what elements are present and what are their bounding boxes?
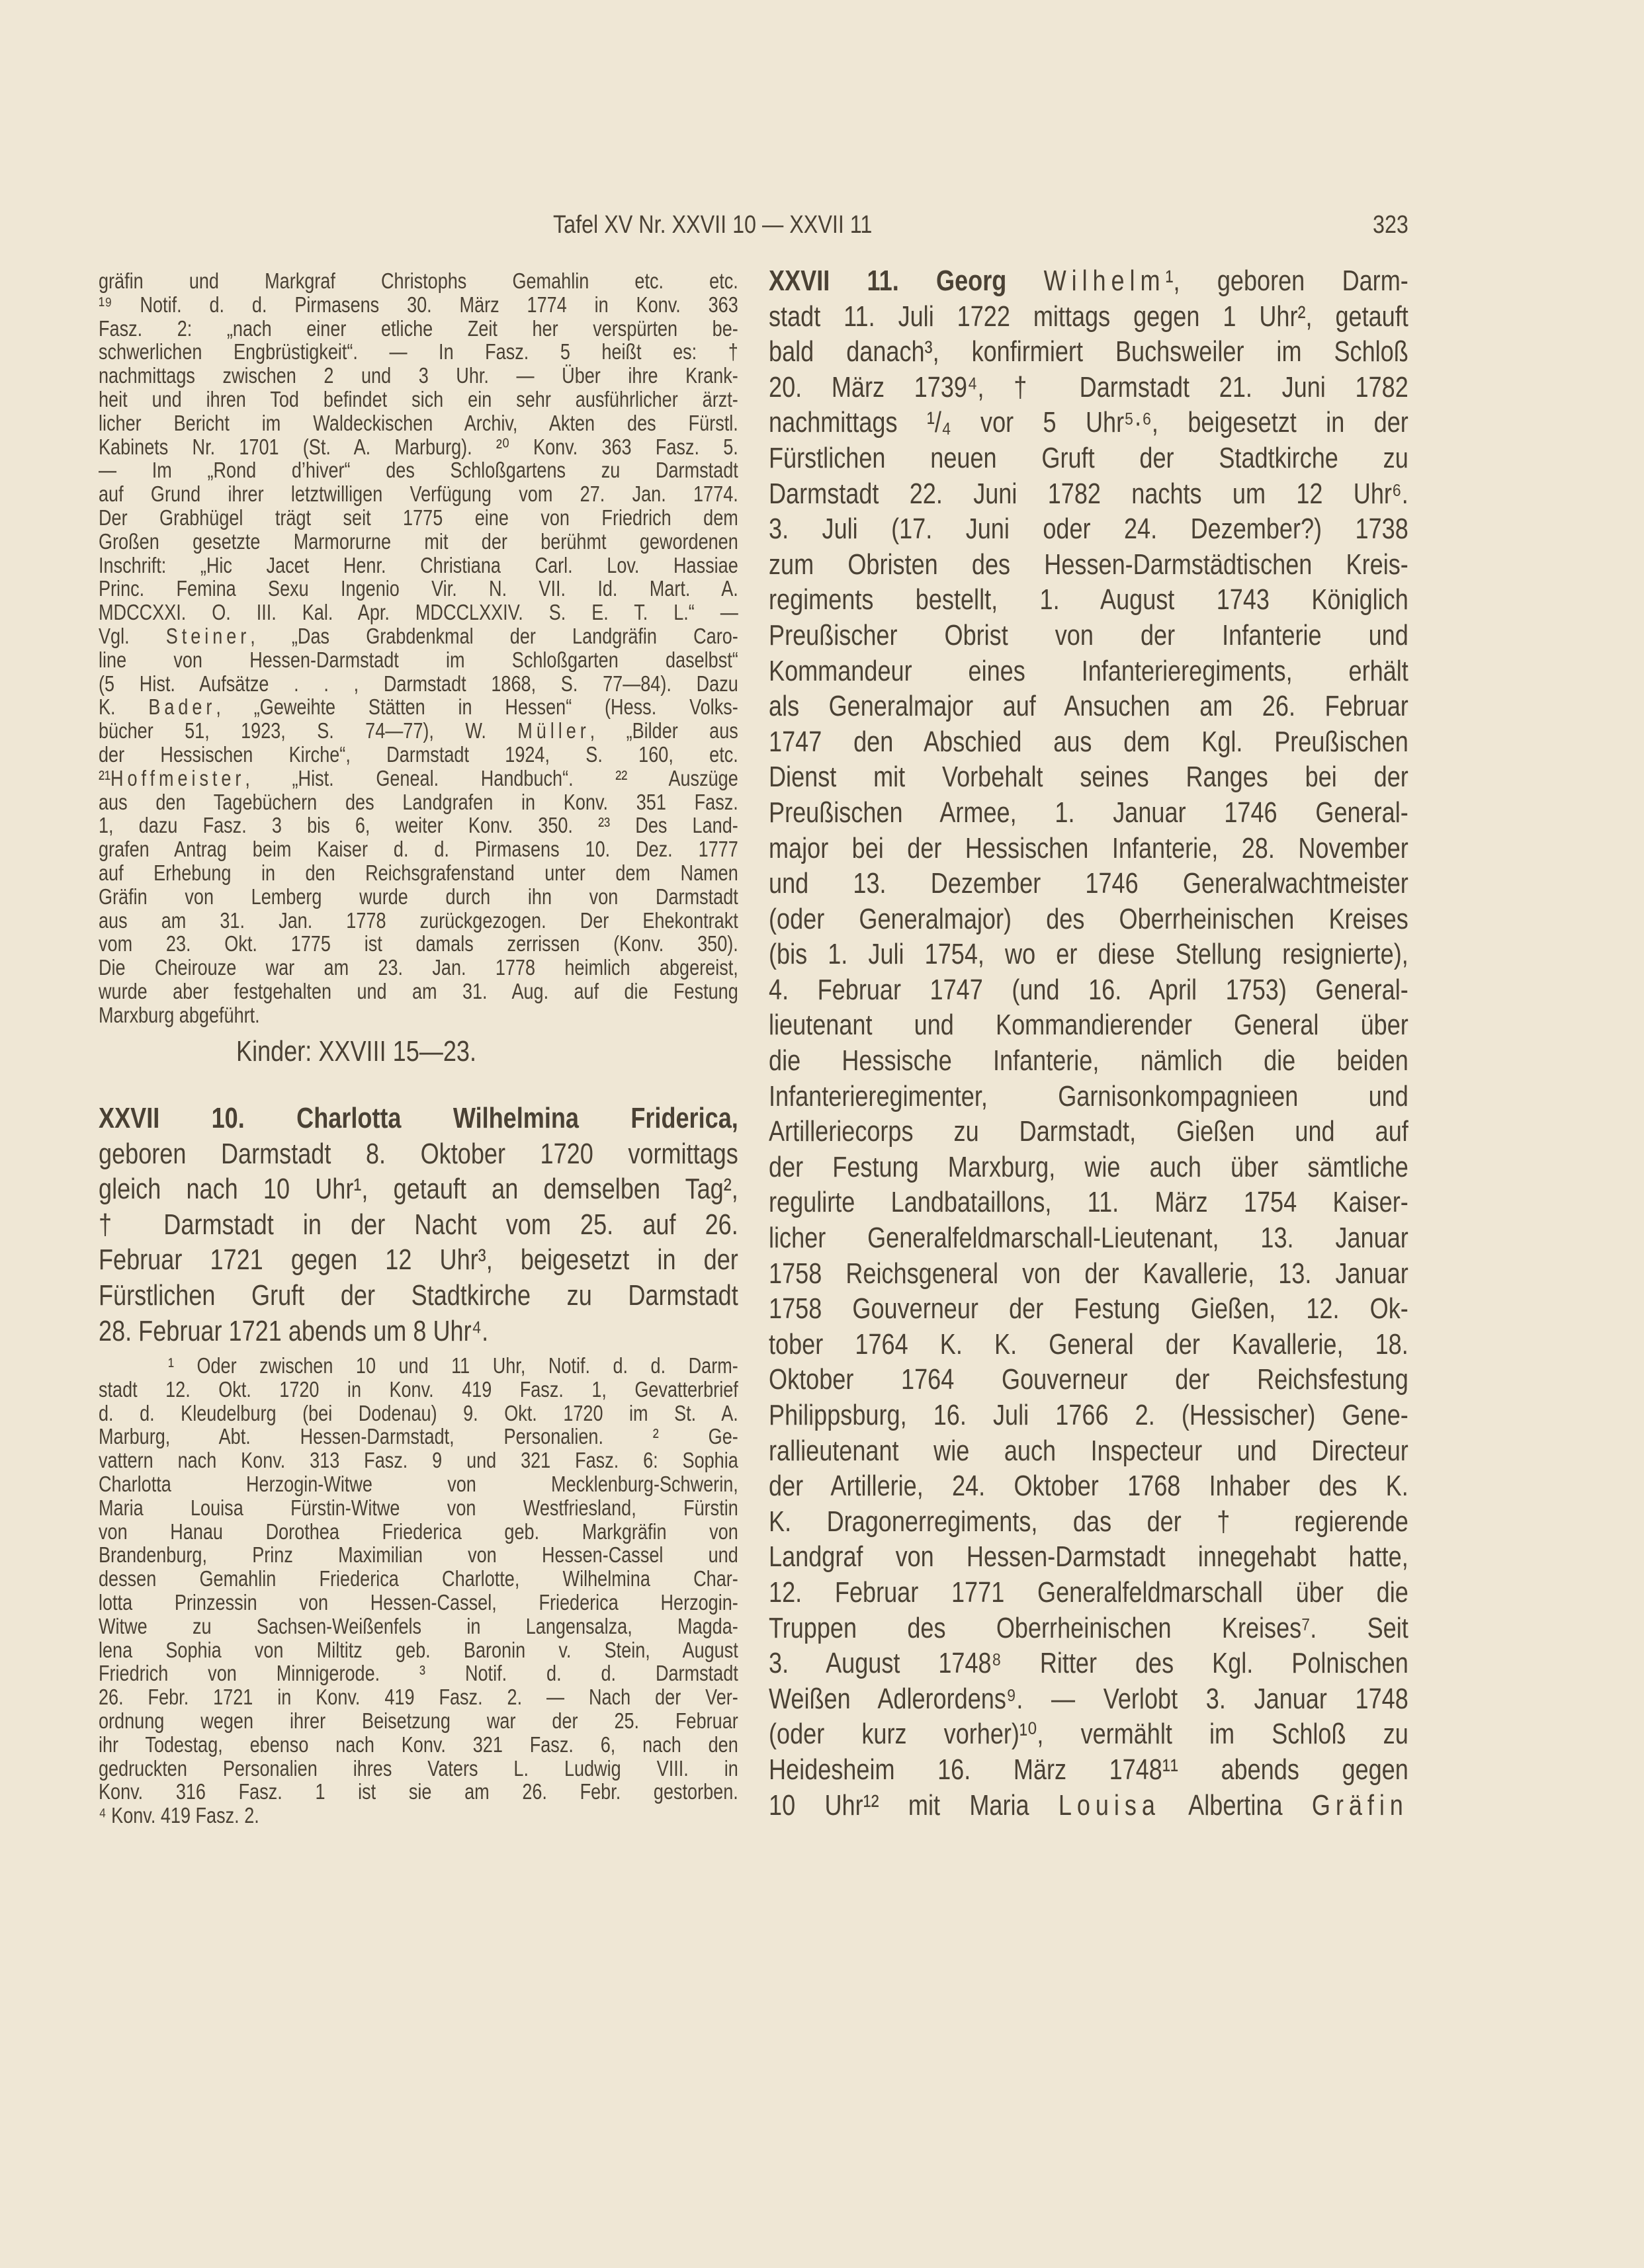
text-line: 1758 Gouverneur der Festung Gießen, 12. Ok- [769, 1292, 1408, 1325]
children-reference: Kinder: XXVIII 15—23. [236, 1035, 477, 1068]
text-segment: bücher 51, 1923, S. 74—77), W. [99, 718, 518, 743]
text-line: 12. Februar 1771 Generalfeldmarschall über die [769, 1575, 1408, 1609]
footnotes-xxvii-10 [99, 1354, 879, 1827]
text-segment: ¹, geboren Darm- [1165, 265, 1408, 297]
text-line: 3. August 1748⁸ Ritter des Kgl. Polnischen [769, 1647, 1408, 1680]
text-line: 1, dazu Fasz. 3 bis 6, weiter Konv. 350. ²³ Des Land- [99, 813, 738, 838]
text-line: bald danach³, konfirmiert Buchsweiler im Schloß [769, 335, 1408, 368]
text-line: Marburg, Abt. Hessen-Darmstadt, Personalien. ² Ge- [99, 1424, 738, 1449]
text-line: Gräfin von Lemberg wurde durch ihn von Darmstadt [99, 884, 738, 909]
text-line: nachmittags zwischen 2 und 3 Uhr. — Über ihre Krank- [99, 363, 738, 388]
text-line: licher Generalfeldmarschall-Lieutenant, 13. Januar [769, 1222, 1408, 1255]
text-line: gleich nach 10 Uhr¹, getauft an demselben Tag², [99, 1173, 738, 1206]
text-line: der Artillerie, 24. Oktober 1768 Inhaber des K. [769, 1470, 1408, 1503]
text-line: Charlotta Herzogin-Witwe von Mecklenburg-Schwerin, [99, 1471, 738, 1496]
text-line: Fürstlichen Gruft der Stadtkirche zu Darmstadt [99, 1279, 738, 1312]
text-line [769, 1788, 1408, 1824]
text-line: 4. Februar 1747 (und 16. April 1753) General- [769, 973, 1408, 1006]
text-line: Fasz. 2: „nach einer etliche Zeit her verspürten be- [99, 315, 738, 341]
text-line: rallieutenant wie auch Inspecteur und Directeur [769, 1434, 1408, 1467]
text-line: K. Dragonerregiments, das der † regierende [769, 1505, 1408, 1538]
text-line: 1747 den Abschied aus dem Kgl. Preußischen [769, 725, 1408, 758]
text-segment: , „Bilder aus [589, 718, 738, 743]
text-line: der Festung Marxburg, wie auch über sämtliche [769, 1150, 1408, 1183]
text-line: auf Erhebung in den Reichsgrafenstand unter dem Namen [99, 860, 738, 885]
text-line: Weißen Adlerordens⁹. — Verlobt 3. Januar 1748 [769, 1682, 1408, 1715]
text-line: auf Grund ihrer letztwilligen Verfügung vom 27. Jan. 1774. [99, 482, 738, 507]
text-line [99, 695, 738, 719]
text-line: Maria Louisa Fürstin-Witwe von Westfriesland, Fürstin [99, 1495, 738, 1520]
text-line: licher Bericht im Waldeckischen Archiv, Akten des Fürstl. [99, 410, 738, 435]
text-line: Truppen des Oberrheinischen Kreises⁷. Seit [769, 1611, 1408, 1644]
text-line: Februar 1721 gegen 12 Uhr³, beigesetzt in der [99, 1243, 738, 1277]
text-line: wurde aber festgehalten und am 31. Aug. auf die Festung [99, 978, 738, 1003]
text-line: heit und ihren Tod befindet sich ein sehr ausführlicher ärzt- [99, 386, 738, 411]
text-line: Landgraf von Hessen-Darmstadt innegehabt hatte, [769, 1540, 1408, 1574]
text-line: Brandenburg, Prinz Maximilian von Hessen-Cassel und [99, 1542, 738, 1568]
text-line: schwerlichen Engbrüstigkeit“. — In Fasz. 5 heißt es: † [99, 339, 738, 364]
text-line: Friedrich von Minnigerode. ³ Notif. d. d. Darmstadt [99, 1661, 738, 1686]
text-line: dessen Gemahlin Friederica Charlotte, Wilhelmina Char- [99, 1566, 738, 1591]
text-line: Fürstlichen neuen Gruft der Stadtkirche zu [769, 441, 1408, 474]
text-line: Großen gesetzte Marmorurne mit der berühmt gewordenen [99, 528, 738, 554]
text-segment: Albertina [1160, 1788, 1312, 1822]
text-line: 26. Febr. 1721 in Konv. 419 Fasz. 2. — Nach der Ver- [99, 1685, 738, 1710]
text-segment: , „Hist. Geneal. Handbuch“. ²² Auszüge [245, 765, 738, 790]
text-line: (oder Generalmajor) des Oberrheinischen Kreises [769, 902, 1408, 935]
text-line: Oktober 1764 Gouverneur der Reichsfestung [769, 1363, 1408, 1396]
text-segment: Vgl. [99, 623, 166, 648]
text-line [99, 624, 738, 648]
text-line: regulirte Landbataillons, 11. März 1754 Kaiser- [769, 1186, 1408, 1219]
text-line: — Im „Rond d’hiver“ des Schloßgartens zu Darmstadt [99, 458, 738, 483]
text-line: ¹⁹ Notif. d. d. Pirmasens 30. März 1774 in Konv. 363 [99, 292, 738, 317]
text-line: Kommandeur eines Infanterieregiments, erhält [769, 654, 1408, 687]
text-segment: , „Geweihte Stätten in Hessen“ (Hess. Volks- [216, 694, 738, 720]
bold-heading-text: XXVII 11. Georg [769, 265, 1007, 297]
text-line: die Hessische Infanterie, nämlich die beiden [769, 1044, 1408, 1077]
text-segment: , „Das Grabdenkmal der Landgräfin Caro- [250, 623, 738, 648]
spaced-name-text: Wilhelm [1043, 265, 1166, 297]
text-line: 3. Juli (17. Juni oder 24. Dezember?) 1738 [769, 513, 1408, 546]
text-line: Preußischer Obrist von der Infanterie und [769, 618, 1408, 651]
text-line: stadt 12. Okt. 1720 in Konv. 419 Fasz. 1, Gevatterbrief [99, 1376, 738, 1402]
text-line: und 13. Dezember 1746 Generalwachtmeister [769, 867, 1408, 900]
text-line: vattern nach Konv. 313 Fasz. 9 und 321 Fasz. 6: Sophia [99, 1448, 738, 1473]
text-line: lotta Prinzessin von Hessen-Cassel, Friederica Herzogin- [99, 1589, 738, 1615]
text-line: line von Hessen-Darmstadt im Schloßgarten daselbst“ [99, 647, 738, 672]
running-title: Tafel XV Nr. XXVII 10 — XXVII 11 [553, 211, 873, 239]
text-line [769, 263, 1408, 299]
text-line: zum Obristen des Hessen-Darmstädtischen Kreis- [769, 548, 1408, 581]
page-number: 323 [1373, 211, 1408, 239]
text-line [99, 1101, 738, 1136]
text-line: nachmittags ¹/₄ vor 5 Uhr⁵·⁶, beigesetzt in der [769, 406, 1408, 439]
text-line: Philippsburg, 16. Juli 1766 2. (Hessischer) Gene- [769, 1399, 1408, 1431]
text-line: von Hanau Dorothea Friederica geb. Markgräfin von [99, 1519, 738, 1544]
spaced-name-text: Gräfin [1311, 1788, 1408, 1822]
text-line: Princ. Femina Sexu Ingenio Vir. N. VII. Id. Mart. A. [99, 576, 738, 601]
text-line: Infanterieregimenter, Garnisonkompagnieen und [769, 1079, 1408, 1113]
entry-xxvii-10 [99, 1101, 879, 1349]
text-line: Kabinets Nr. 1701 (St. A. Marburg). ²⁰ Konv. 363 Fasz. 5. [99, 434, 738, 459]
text-line: (5 Hist. Aufsätze . . , Darmstadt 1868, S. 77—84). Dazu [99, 671, 738, 696]
text-line: stadt 11. Juli 1722 mittags gegen 1 Uhr², getauft [769, 300, 1408, 333]
text-line: lieutenant und Kommandierender General über [769, 1009, 1408, 1042]
text-line: 1758 Reichsgeneral von der Kavallerie, 13. Januar [769, 1257, 1408, 1290]
text-line: (bis 1. Juli 1754, wo er diese Stellung resignierte), [769, 938, 1408, 971]
text-line: tober 1764 K. K. General der Kavallerie, 18. [769, 1327, 1408, 1361]
text-line: † Darmstadt in der Nacht vom 25. auf 26. [99, 1208, 738, 1241]
text-line: MDCCXXI. O. III. Kal. Apr. MDCCLXXIV. S. E. T. L.“ — [99, 600, 738, 625]
text-line: ordnung wegen ihrer Beisetzung war der 25. Februar [99, 1708, 738, 1733]
text-line: als Generalmajor auf Ansuchen am 26. Februar [769, 690, 1408, 723]
text-line: Witwe zu Sachsen-Weißenfels in Langensalza, Magda- [99, 1613, 738, 1638]
text-line: der Hessischen Kirche“, Darmstadt 1924, S. 160, etc. [99, 741, 738, 767]
spaced-name-text: Louisa [1058, 1788, 1160, 1822]
spaced-name-text: Steiner [165, 623, 251, 648]
text-line: ihr Todestag, ebenso nach Konv. 321 Fasz. 6, nach den [99, 1732, 738, 1757]
text-line: 20. März 1739⁴, † Darmstadt 21. Juni 1782 [769, 370, 1408, 403]
text-line: Artilleriecorps zu Darmstadt, Gießen und auf [769, 1115, 1408, 1148]
text-segment: ²¹ [99, 765, 111, 790]
entry-xxvii-11 [769, 263, 1549, 1823]
text-line: Darmstadt 22. Juni 1782 nachts um 12 Uhr⁶. [769, 477, 1408, 510]
text-line: vom 23. Okt. 1775 ist damals zerrissen (Konv. 350). [99, 931, 738, 956]
text-line [99, 767, 738, 790]
spaced-name-text: Bader [148, 694, 216, 720]
text-line: aus am 31. Jan. 1778 zurückgezogen. Der Ehekontrakt [99, 907, 738, 933]
text-line: Inschrift: „Hic Jacet Henr. Christiana Carl. Lov. Hassiae [99, 552, 738, 577]
text-line: Marxburg abgeführt. [99, 1002, 260, 1027]
text-line [99, 719, 738, 743]
text-line: ⁴ Konv. 419 Fasz. 2. [99, 1803, 259, 1828]
text-line: (oder kurz vorher)¹⁰, vermählt im Schloß zu [769, 1718, 1408, 1751]
text-line: aus den Tagebüchern des Landgrafen in Konv. 351 Fasz. [99, 789, 738, 814]
spaced-name-text: Hoffmeister [110, 765, 245, 790]
text-line: grafen Antrag beim Kaiser d. d. Pirmasens 10. Dez. 1777 [99, 837, 738, 862]
text-line: Der Grabhügel trägt seit 1775 eine von Friedrich dem [99, 505, 738, 530]
text-line: d. d. Kleudelburg (bei Dodenau) 9. Okt. 1720 im St. A. [99, 1400, 738, 1425]
text-line: Preußischen Armee, 1. Januar 1746 General- [769, 796, 1408, 829]
text-line: Die Cheirouze war am 23. Jan. 1778 heimlich abgereist, [99, 955, 738, 980]
text-line: gräfin und Markgraf Christophs Gemahlin etc. etc. [99, 269, 738, 293]
text-line: ¹ Oder zwischen 10 und 11 Uhr, Notif. d. d. Darm- [167, 1353, 738, 1378]
text-segment [1006, 265, 1043, 297]
bold-heading-text: XXVII 10. Charlotta Wilhelmina Friderica, [99, 1102, 738, 1134]
text-line: lena Sophia von Miltitz geb. Baronin v. Stein, August [99, 1637, 738, 1662]
footnotes-continued [99, 269, 879, 1027]
text-line: 28. Februar 1721 abends um 8 Uhr⁴. [99, 1314, 489, 1347]
text-segment: 10 Uhr¹² mit Maria [769, 1788, 1059, 1822]
text-line: Konv. 316 Fasz. 1 ist sie am 26. Febr. gestorben. [99, 1779, 738, 1804]
text-line: major bei der Hessischen Infanterie, 28. November [769, 831, 1408, 864]
text-line: geboren Darmstadt 8. Oktober 1720 vormittags [99, 1137, 738, 1170]
text-line: Dienst mit Vorbehalt seines Ranges bei der [769, 761, 1408, 794]
text-line: Heidesheim 16. März 1748¹¹ abends gegen [769, 1753, 1408, 1786]
text-line: regiments bestellt, 1. August 1743 Königlich [769, 583, 1408, 616]
spaced-name-text: Müller [517, 718, 590, 743]
text-segment: K. [99, 694, 149, 720]
text-line: gedruckten Personalien ihres Vaters L. Ludwig VIII. in [99, 1755, 738, 1781]
